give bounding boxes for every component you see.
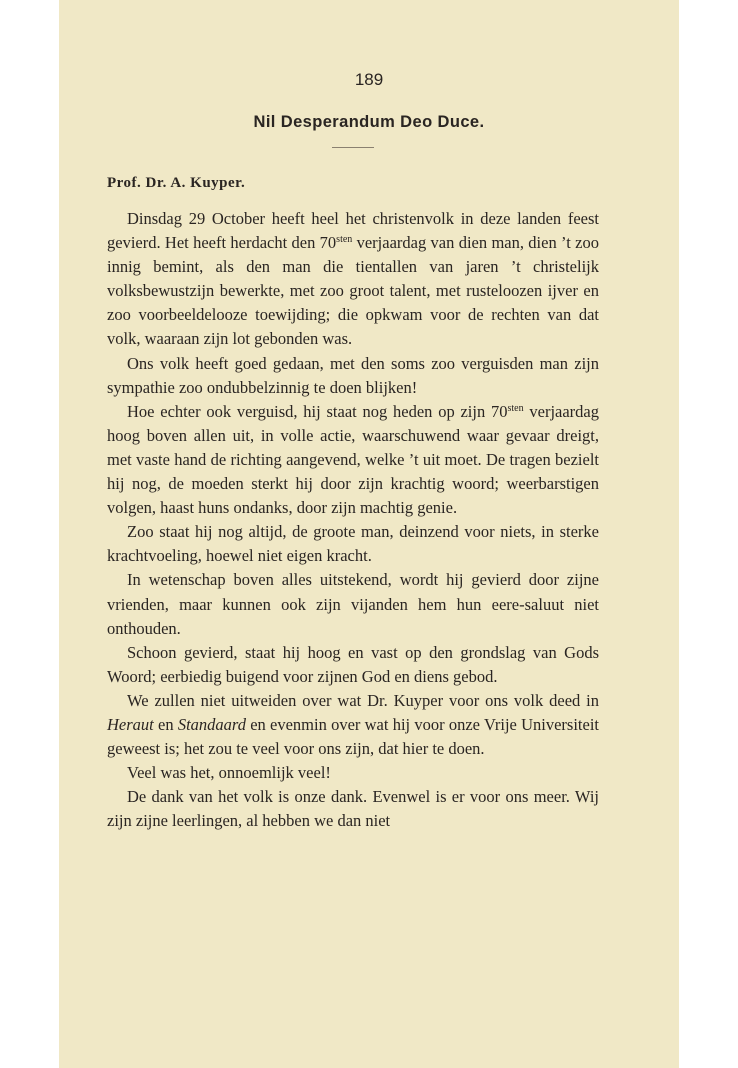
paragraph: Ons volk heeft goed gedaan, met den soms zoo verguisden man zijn sympathie zoo ondubbelzinnig te doen blijken!: [107, 353, 599, 397]
publication-title: Heraut: [107, 714, 154, 734]
paragraph: Hoe echter ook verguisd, hij staat nog heden op zijn $70^{sten}$ verjaardag hoog boven allen uit, in volle actie, waarschuwend waar gevaar dreigt, met vaste hand de richting aangevend, welke ’t uit moet. De tragen bezielt hij nog, de moeden sterkt hij door zijn krachtig woord; weerbarstigen volgen, haast huns ondanks, door zijn machtig genie.: [107, 401, 600, 518]
paragraph: Zoo staat hij nog altijd, de groote man, deinzend voor niets, in sterke krachtvoeling, hoewel niet eigen kracht.: [107, 522, 599, 566]
page-number: 189: [354, 70, 384, 89]
article-body: [107, 207, 599, 833]
paragraph: Veel was het, onnoemlijk veel!: [127, 763, 331, 783]
paragraph: Schoon gevierd, staat hij hoog en vast op den grondslag van Gods Woord; eerbiedig buigend voor zijnen God en diens gebod.: [107, 642, 599, 686]
book-page: [59, 0, 679, 1068]
article-title: Nil Desperandum Deo Duce.: [253, 113, 485, 131]
publication-title: Standaard: [177, 714, 246, 734]
author-heading: Prof. Dr. A. Kuyper.: [107, 175, 246, 191]
title-divider: [332, 147, 374, 148]
paragraph: De dank van het volk is onze dank. Evenwel is er voor ons meer. Wij zijn zijne leerlingen, al hebben we dan niet: [107, 787, 599, 831]
paragraph: In wetenschap boven alles uitstekend, wordt hij gevierd door zijne vrienden, maar kunnen ook zijn vijanden hem hun eere-saluut niet onthouden.: [107, 570, 599, 638]
paragraph: We zullen niet uitweiden over wat Dr. Kuyper voor ons volk deed in Heraut en Standaard en evenmin over wat hij voor onze Vrije Universiteit geweest is; het zou te veel voor ons zijn, dat hier te doen.: [107, 690, 599, 759]
paragraph: Dinsdag 29 October heeft heel het christenvolk in deze landen feest gevierd. Het heeft herdacht den $70^{sten}$ verjaardag van dien man, dien ’t zoo innig bemint, als den man die tientallen van jaren ’t christelijk volksbewustzijn bewerkte, met zoo groot talent, met rusteloozen ijver en zoo voorbeeldelooze toewijding; die opkwam voor de rechten van dat volk, waaraan zijn lot gebonden was.: [107, 209, 599, 349]
